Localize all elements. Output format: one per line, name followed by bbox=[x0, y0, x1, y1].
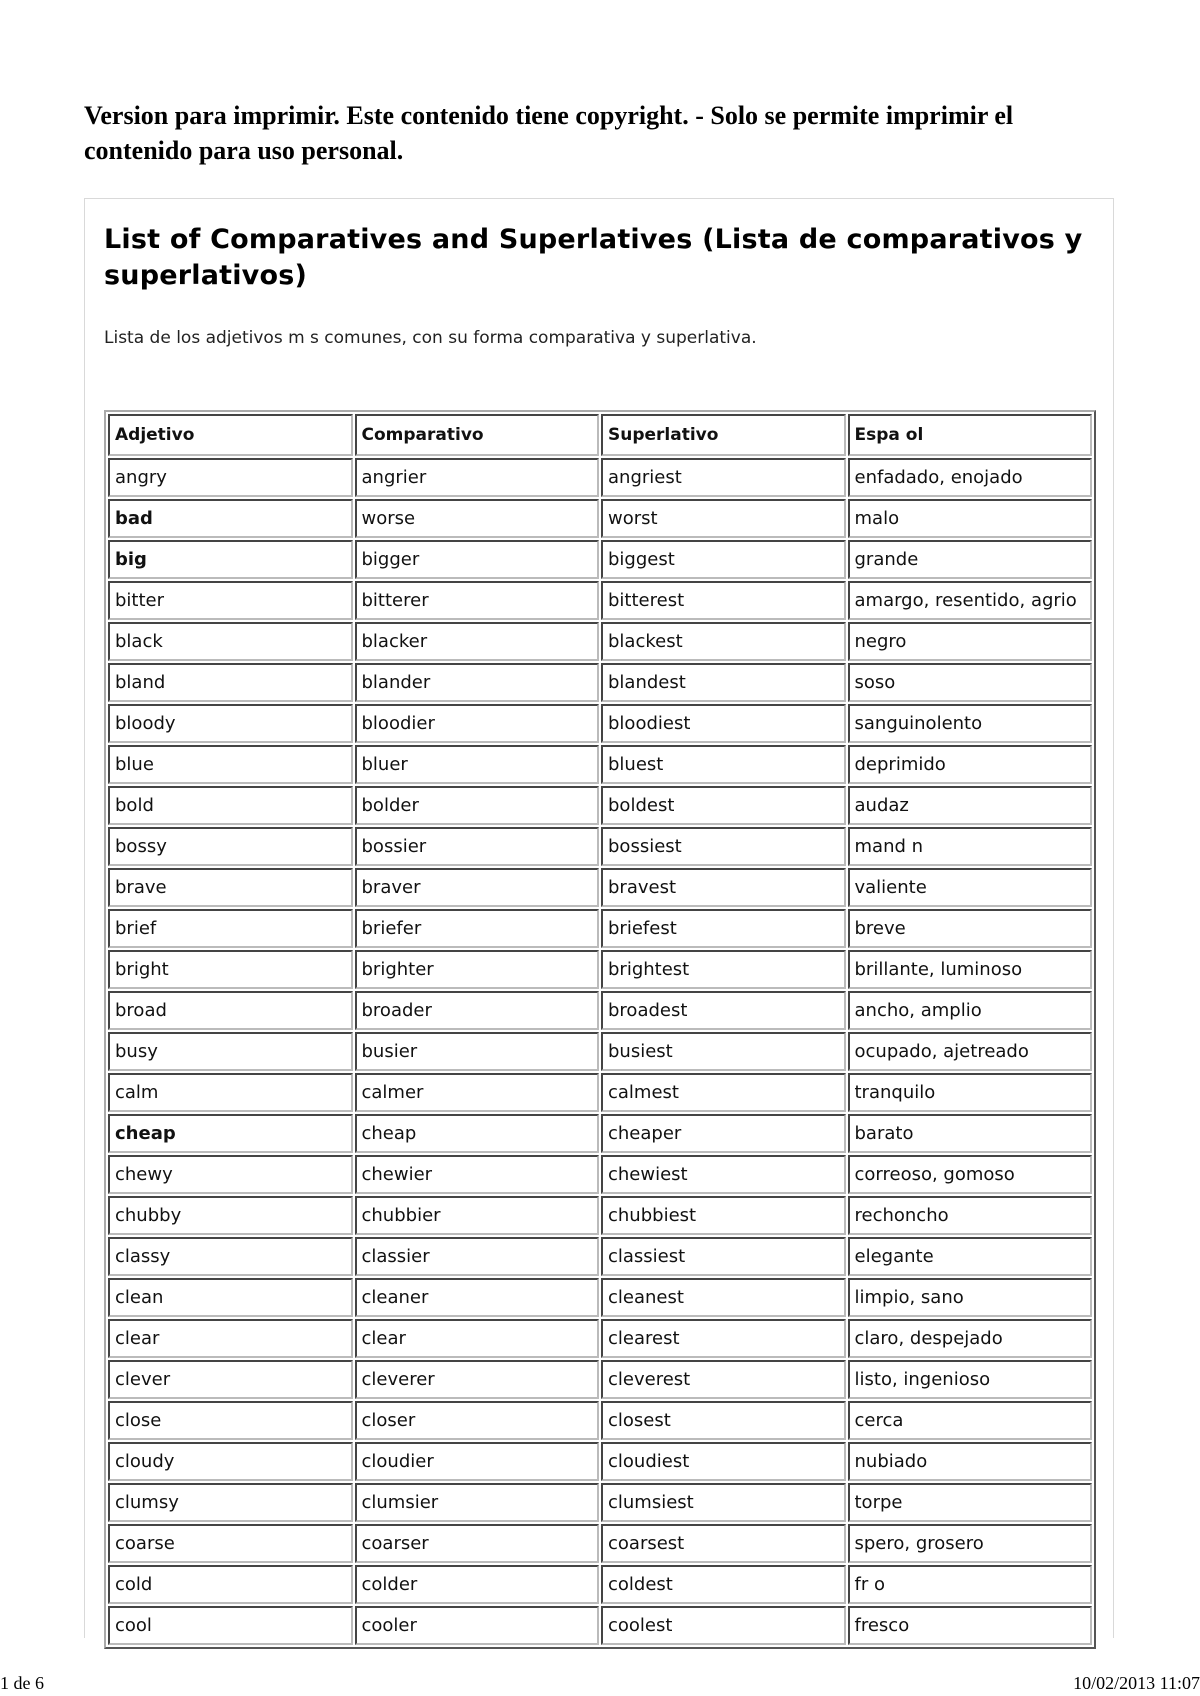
cell-adjetivo: clean bbox=[108, 1278, 353, 1317]
cell-adjetivo: blue bbox=[108, 745, 353, 784]
header-comparativo: Comparativo bbox=[355, 414, 600, 456]
table-row bbox=[108, 991, 1092, 1030]
cell-comparativo: cooler bbox=[355, 1606, 600, 1645]
cell-comparativo: cleverer bbox=[355, 1360, 600, 1399]
table-row bbox=[108, 1360, 1092, 1399]
print-notice: Version para imprimir. Este contenido tiene copyright. - Solo se permite imprimir el contenido para uso personal. bbox=[84, 101, 1014, 165]
cell-adjetivo: angry bbox=[108, 458, 353, 497]
cell-comparativo: colder bbox=[355, 1565, 600, 1604]
cell-comparativo: clumsier bbox=[355, 1483, 600, 1522]
cell-comparativo: bloodier bbox=[355, 704, 600, 743]
cell-adjetivo: chewy bbox=[108, 1155, 353, 1194]
cell-espanol: claro, despejado bbox=[848, 1319, 1093, 1358]
cell-espanol: soso bbox=[848, 663, 1093, 702]
cell-espanol: deprimido bbox=[848, 745, 1093, 784]
cell-superlativo: coldest bbox=[601, 1565, 846, 1604]
table-row bbox=[108, 1565, 1092, 1604]
cell-superlativo: bossiest bbox=[601, 827, 846, 866]
cell-espanol: fr o bbox=[848, 1565, 1093, 1604]
cell-superlativo: cleanest bbox=[601, 1278, 846, 1317]
page-number: 1 de 6 bbox=[0, 1673, 44, 1693]
article-intro: Lista de los adjetivos m s comunes, con su forma comparativa y superlativa. bbox=[104, 328, 757, 348]
cell-comparativo: worse bbox=[355, 499, 600, 538]
table-row bbox=[108, 1278, 1092, 1317]
table-row bbox=[108, 1073, 1092, 1112]
cell-adjetivo: cheap bbox=[108, 1114, 353, 1153]
cell-comparativo: cleaner bbox=[355, 1278, 600, 1317]
table-row bbox=[108, 1483, 1092, 1522]
cell-comparativo: coarser bbox=[355, 1524, 600, 1563]
cell-adjetivo: classy bbox=[108, 1237, 353, 1276]
cell-superlativo: bluest bbox=[601, 745, 846, 784]
cell-comparativo: briefer bbox=[355, 909, 600, 948]
table-header-row bbox=[108, 414, 1092, 456]
cell-espanol: valiente bbox=[848, 868, 1093, 907]
cell-adjetivo: black bbox=[108, 622, 353, 661]
cell-comparativo: braver bbox=[355, 868, 600, 907]
cell-espanol: tranquilo bbox=[848, 1073, 1093, 1112]
cell-adjetivo: coarse bbox=[108, 1524, 353, 1563]
table-row bbox=[108, 786, 1092, 825]
cell-espanol: negro bbox=[848, 622, 1093, 661]
table-row bbox=[108, 1237, 1092, 1276]
table-row bbox=[108, 1319, 1092, 1358]
cell-espanol: mand n bbox=[848, 827, 1093, 866]
cell-superlativo: calmest bbox=[601, 1073, 846, 1112]
table-row bbox=[108, 704, 1092, 743]
table-row bbox=[108, 540, 1092, 579]
cell-superlativo: angriest bbox=[601, 458, 846, 497]
table-row bbox=[108, 499, 1092, 538]
table-row bbox=[108, 1114, 1092, 1153]
table-row bbox=[108, 1442, 1092, 1481]
table-row bbox=[108, 827, 1092, 866]
cell-espanol: malo bbox=[848, 499, 1093, 538]
cell-superlativo: briefest bbox=[601, 909, 846, 948]
print-datetime: 10/02/2013 11:07 bbox=[1073, 1673, 1200, 1693]
cell-superlativo: broadest bbox=[601, 991, 846, 1030]
cell-superlativo: busiest bbox=[601, 1032, 846, 1071]
cell-espanol: correoso, gomoso bbox=[848, 1155, 1093, 1194]
cell-adjetivo: broad bbox=[108, 991, 353, 1030]
cell-superlativo: coolest bbox=[601, 1606, 846, 1645]
cell-espanol: torpe bbox=[848, 1483, 1093, 1522]
table-row bbox=[108, 663, 1092, 702]
cell-comparativo: closer bbox=[355, 1401, 600, 1440]
cell-adjetivo: bloody bbox=[108, 704, 353, 743]
cell-adjetivo: bold bbox=[108, 786, 353, 825]
cell-adjetivo: bitter bbox=[108, 581, 353, 620]
cell-espanol: enfadado, enojado bbox=[848, 458, 1093, 497]
table-body bbox=[108, 458, 1092, 1645]
cell-espanol: ocupado, ajetreado bbox=[848, 1032, 1093, 1071]
cell-espanol: cerca bbox=[848, 1401, 1093, 1440]
table-row bbox=[108, 1524, 1092, 1563]
table-row bbox=[108, 581, 1092, 620]
cell-adjetivo: brave bbox=[108, 868, 353, 907]
cell-superlativo: boldest bbox=[601, 786, 846, 825]
cell-comparativo: chewier bbox=[355, 1155, 600, 1194]
cell-superlativo: clearest bbox=[601, 1319, 846, 1358]
cell-espanol: fresco bbox=[848, 1606, 1093, 1645]
cell-superlativo: classiest bbox=[601, 1237, 846, 1276]
cell-superlativo: clumsiest bbox=[601, 1483, 846, 1522]
cell-superlativo: bravest bbox=[601, 868, 846, 907]
cell-comparativo: calmer bbox=[355, 1073, 600, 1112]
header-adjetivo: Adjetivo bbox=[108, 414, 353, 456]
table-row bbox=[108, 1401, 1092, 1440]
table-row bbox=[108, 1606, 1092, 1645]
cell-comparativo: bossier bbox=[355, 827, 600, 866]
cell-adjetivo: brief bbox=[108, 909, 353, 948]
cell-superlativo: chubbiest bbox=[601, 1196, 846, 1235]
cell-comparativo: bluer bbox=[355, 745, 600, 784]
cell-superlativo: blackest bbox=[601, 622, 846, 661]
cell-espanol: nubiado bbox=[848, 1442, 1093, 1481]
cell-superlativo: cleverest bbox=[601, 1360, 846, 1399]
cell-espanol: grande bbox=[848, 540, 1093, 579]
cell-adjetivo: clumsy bbox=[108, 1483, 353, 1522]
cell-superlativo: bloodiest bbox=[601, 704, 846, 743]
cell-comparativo: chubbier bbox=[355, 1196, 600, 1235]
cell-espanol: sanguinolento bbox=[848, 704, 1093, 743]
cell-espanol: spero, grosero bbox=[848, 1524, 1093, 1563]
cell-adjetivo: bright bbox=[108, 950, 353, 989]
cell-superlativo: closest bbox=[601, 1401, 846, 1440]
cell-comparativo: blacker bbox=[355, 622, 600, 661]
cell-superlativo: bitterest bbox=[601, 581, 846, 620]
cell-comparativo: bigger bbox=[355, 540, 600, 579]
cell-comparativo: bolder bbox=[355, 786, 600, 825]
table-row bbox=[108, 868, 1092, 907]
cell-espanol: listo, ingenioso bbox=[848, 1360, 1093, 1399]
cell-espanol: audaz bbox=[848, 786, 1093, 825]
cell-adjetivo: cold bbox=[108, 1565, 353, 1604]
table-row bbox=[108, 1196, 1092, 1235]
header-superlativo: Superlativo bbox=[601, 414, 846, 456]
cell-comparativo: blander bbox=[355, 663, 600, 702]
cell-comparativo: clear bbox=[355, 1319, 600, 1358]
cell-comparativo: angrier bbox=[355, 458, 600, 497]
cell-adjetivo: calm bbox=[108, 1073, 353, 1112]
cell-superlativo: blandest bbox=[601, 663, 846, 702]
cell-superlativo: chewiest bbox=[601, 1155, 846, 1194]
table-row bbox=[108, 458, 1092, 497]
cell-comparativo: broader bbox=[355, 991, 600, 1030]
cell-adjetivo: close bbox=[108, 1401, 353, 1440]
cell-espanol: brillante, luminoso bbox=[848, 950, 1093, 989]
comparatives-table bbox=[104, 410, 1096, 1649]
cell-espanol: limpio, sano bbox=[848, 1278, 1093, 1317]
cell-superlativo: worst bbox=[601, 499, 846, 538]
table-row bbox=[108, 909, 1092, 948]
cell-adjetivo: clever bbox=[108, 1360, 353, 1399]
cell-adjetivo: big bbox=[108, 540, 353, 579]
cell-superlativo: biggest bbox=[601, 540, 846, 579]
cell-superlativo: brightest bbox=[601, 950, 846, 989]
cell-adjetivo: busy bbox=[108, 1032, 353, 1071]
table-row bbox=[108, 1155, 1092, 1194]
cell-espanol: amargo, resentido, agrio bbox=[848, 581, 1093, 620]
cell-adjetivo: cool bbox=[108, 1606, 353, 1645]
cell-adjetivo: bad bbox=[108, 499, 353, 538]
cell-comparativo: bitterer bbox=[355, 581, 600, 620]
header-espanol: Espa ol bbox=[848, 414, 1093, 456]
cell-espanol: rechoncho bbox=[848, 1196, 1093, 1235]
cell-adjetivo: chubby bbox=[108, 1196, 353, 1235]
article-title: List of Comparatives and Superlatives (Lista de comparativos y superlativos) bbox=[104, 224, 1083, 291]
table-row bbox=[108, 1032, 1092, 1071]
cell-comparativo: brighter bbox=[355, 950, 600, 989]
cell-adjetivo: cloudy bbox=[108, 1442, 353, 1481]
cell-adjetivo: clear bbox=[108, 1319, 353, 1358]
cell-espanol: elegante bbox=[848, 1237, 1093, 1276]
cell-espanol: ancho, amplio bbox=[848, 991, 1093, 1030]
cell-superlativo: cheaper bbox=[601, 1114, 846, 1153]
table-row bbox=[108, 745, 1092, 784]
table-row bbox=[108, 950, 1092, 989]
cell-adjetivo: bland bbox=[108, 663, 353, 702]
cell-superlativo: coarsest bbox=[601, 1524, 846, 1563]
cell-comparativo: cloudier bbox=[355, 1442, 600, 1481]
cell-adjetivo: bossy bbox=[108, 827, 353, 866]
cell-comparativo: busier bbox=[355, 1032, 600, 1071]
table-row bbox=[108, 622, 1092, 661]
cell-espanol: barato bbox=[848, 1114, 1093, 1153]
cell-comparativo: cheap bbox=[355, 1114, 600, 1153]
cell-superlativo: cloudiest bbox=[601, 1442, 846, 1481]
cell-comparativo: classier bbox=[355, 1237, 600, 1276]
cell-espanol: breve bbox=[848, 909, 1093, 948]
